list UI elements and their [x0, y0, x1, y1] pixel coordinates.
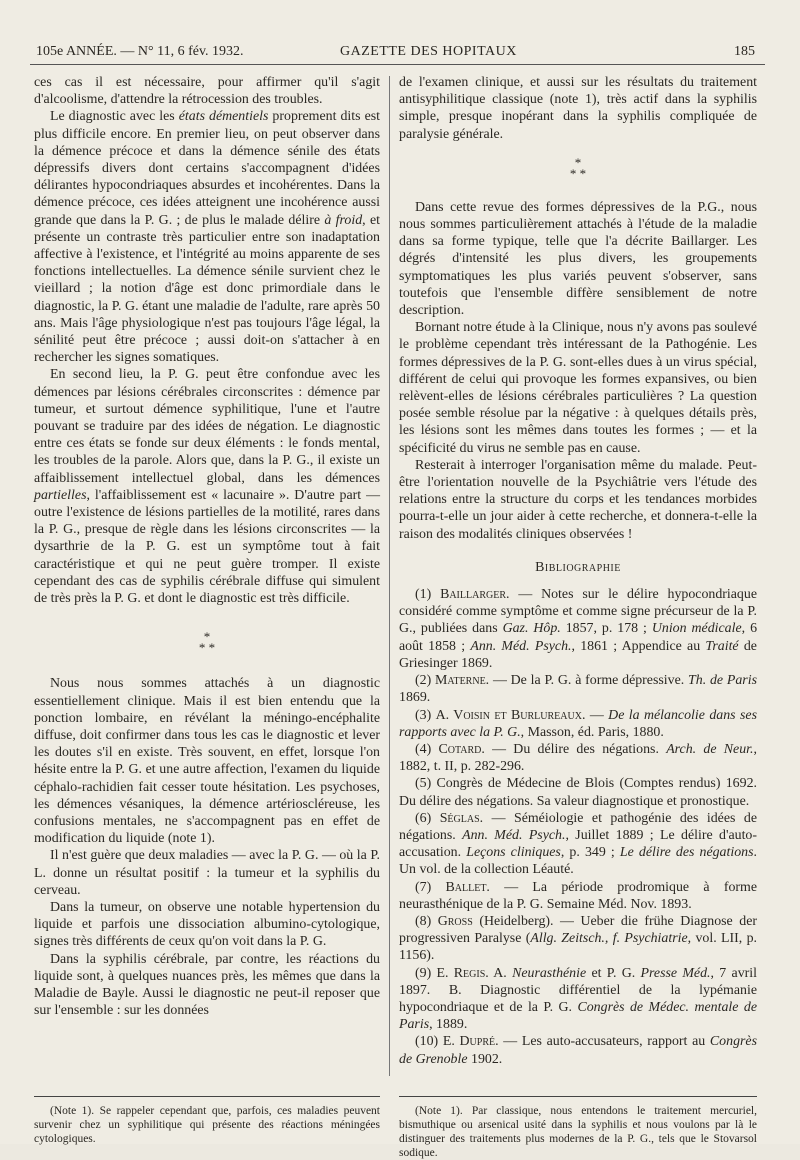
- paragraph: [34, 366, 380, 607]
- entry-text: , vol. LII, p. 1156).: [399, 931, 757, 964]
- entry-author: Baillarger.: [440, 587, 510, 603]
- entry-text: , 7 avril 1897. B. Diagnostic différentiel de la lypémanie hypocondriaque et de la P. G.: [399, 965, 758, 1015]
- entry-text: — Séméiologie et pathogénie des idées de négations.: [399, 810, 757, 843]
- bibliography-entry: [399, 775, 757, 809]
- entry-author: Cotard.: [438, 741, 485, 757]
- section-asterism: * * *: [569, 154, 587, 181]
- entry-text: . Un vol. de la collection Léauté.: [399, 845, 757, 878]
- entry-author: A. Voisin et Burlureaux.: [435, 707, 586, 723]
- entry-text: —: [585, 707, 609, 723]
- entry-text: 1902.: [467, 1051, 503, 1067]
- paragraph: Nous nous sommes attachés à un diagnostic essentiellement clinique. Mais il est bien entendu que la ponction lombaire, en révélant la méningo-encéphalite diffuse, doit confirmer dans tous les cas le diagnostic et lever les doutes s'il en existe. Très souvent, en effet, lorsque l'on hésite entre la P. G. et une autre affection, l'examen du liquide céphalo-rachidien fait cesser toute hésitation. Les psychoses, les démences vésaniques, la démence artérioscléreuse, les confusions mentales, ne s'accompagnent pas en effet de modification du liquide (note 1).: [34, 676, 380, 847]
- bibliography-entry: [399, 913, 757, 965]
- entry-text: et P. G.: [586, 965, 641, 981]
- page-number: 185: [734, 44, 755, 59]
- entry-text: Congrès de Médecine de Blois (Comptes rendus) 1692. Du délire des négations. Sa valeur diagnostique et pronostique.: [399, 776, 757, 809]
- entry-text: — Les auto-accusateurs, rapport au: [498, 1034, 710, 1050]
- text-run: , et présente un contraste très particulier entre son inadaptation affective à l'existence, et l'intégrité au moins apparente de ses fonctions intellectuelles. La démence sénile survient chez le vieillard ; la notion d'âge est donc primordiale dans le diagnostic, la P. G. étant une maladie de l'adulte, rare après 50 ans. Mais l'âge physiologique n'est pas toujours l'âge légal, la sénilité peut être précoce ; aussi doit-on s'attacher à en rechercher les signes somatiques.: [34, 212, 380, 366]
- entry-text: — La période prodromique à forme neurasthénique de la P. G. Semaine Méd. Nov. 1893.: [399, 879, 757, 912]
- paragraph: [34, 108, 380, 366]
- entry-text: , 1882, t. II, p. 282-296.: [399, 741, 757, 775]
- entry-text: de Griesinger 1869.: [399, 638, 757, 671]
- paragraph: ces cas il est nécessaire, pour affirmer qu'il s'agit d'alcoolisme, d'attendre la rétrocession des troubles.: [34, 75, 380, 108]
- bibliography-entry: [399, 741, 757, 775]
- bibliography-entry: [399, 810, 757, 879]
- text-run: En second lieu, la P. G. peut être confondue avec les démences par lésions cérébrales circonscrites : démence par tumeur, et surtout démence syphilitique, l'une et l'autre pouvant se traduire par des idées de négation. Le diagnostic entre ces états se fonde sur deux éléments : le fonds mental, les troubles de la parole. Alors que, dans la P. G., il existe un affaiblissement intellectuel global, dans les démences: [34, 367, 380, 486]
- paragraph: de l'examen clinique, et aussi sur les résultats du traitement antisyphilitique classique (note 1), très actif dans la syphilis simple, presque inopérant dans la syphilis compliquée de paralysie générale.: [399, 75, 757, 142]
- entry-text: — Notes sur le délire hypocondriaque considéré comme symptôme et comme signe précurseur de la P. G., publiées dans: [399, 587, 757, 637]
- entry-author: Gross: [437, 913, 473, 929]
- journal-title: GAZETTE DES HOPITAUX: [340, 44, 517, 59]
- entry-author: Séglas.: [439, 810, 484, 826]
- running-header: [30, 40, 765, 65]
- entry-title: Presse Méd.: [640, 965, 711, 981]
- entry-text: , 1861 ; Appendice au: [571, 638, 706, 654]
- entry-title: Neurasthénie: [512, 965, 587, 981]
- column-divider: [389, 76, 390, 1076]
- entry-title: Union médicale: [651, 621, 742, 637]
- footnote-rule-right: [399, 1096, 757, 1097]
- entry-title: Allg. Zeitsch., f. Psychiatrie: [530, 931, 688, 947]
- issue-info: 105e ANNÉE. — N° 11, 6 fév. 1932.: [36, 44, 244, 59]
- bibliography-entry: [399, 586, 757, 672]
- entry-number: (10): [415, 1034, 439, 1050]
- text-run: Le diagnostic avec les: [50, 109, 179, 125]
- paragraph: Resterait à interroger l'organisation même du malade. Peut-être l'orientation nouvelle de la Psychiâtrie vers l'étude des relations entre la structure du corps et les tendances morbides pourra-t-elle un jour aider à cette recherche, et donnera-t-elle la raison des modalités cliniques observées !: [399, 457, 757, 542]
- text-run: , l'affaiblissement est « lacunaire ». D'autre part — outre l'existence de lésions partielles de la motilité, rares dans la P. G., presque de règle dans les lésions circonscrites — la dysarthrie de la P. G. est un symptôme tout à fait caractéristique et qui ne peut guère tromper. Il existe cependant des cas de syphilis cérébrale diffuse qui simulent de très près la P. G. et dont le diagnostic est très difficile.: [34, 487, 380, 607]
- entry-author: Ballet.: [445, 879, 490, 895]
- footnote-text: (Note 1). Par classique, nous entendons le traitement mercuriel, bismuthique ou arsenical usité dans la syphilis et nous voulons par là le distinguer des traitements plus modernes de la P. G., tels que le Stovarsol sodique.: [399, 1105, 757, 1159]
- bibliography-entry: [399, 707, 757, 741]
- entry-title: Le délire des négations: [619, 845, 754, 861]
- entry-text: A.: [488, 965, 513, 981]
- bibliography-entry: [399, 879, 757, 913]
- entry-title: Arch. de Neur.: [666, 741, 754, 757]
- entry-title: Leçons cliniques: [466, 845, 561, 861]
- footnote-text: (Note 1). Se rappeler cependant que, parfois, ces maladies peuvent survenir chez un syphilitique qui présente des réactions méningées cytologiques.: [34, 1105, 380, 1145]
- entry-number: (8): [415, 913, 432, 929]
- entry-text: — De la P. G. à forme dépressive.: [489, 673, 689, 689]
- entry-title: Gaz. Hôp.: [502, 621, 561, 637]
- entry-number: (7): [415, 879, 432, 895]
- entry-text: (Heidelberg). — Ueber die frühe Diagnose der progressiven Paralyse (: [399, 913, 757, 947]
- entry-title: Ann. Méd. Psych.: [470, 638, 572, 654]
- entry-author: E. Regis.: [436, 965, 489, 981]
- section-asterism: * * *: [198, 629, 216, 656]
- entry-number: (6): [415, 810, 432, 826]
- bibliography-entry: [399, 1033, 757, 1067]
- entry-text: , Masson, éd. Paris, 1880.: [520, 724, 664, 740]
- bibliography-list: [399, 586, 757, 1068]
- paragraph: Dans la tumeur, on observe une notable hypertension du liquide et parfois une dissociation albumino-cytologique, signes très différents de ceux qu'on voit dans la P. G.: [34, 899, 380, 950]
- right-column: [399, 74, 757, 1068]
- entry-number: (2): [415, 673, 432, 689]
- entry-author: E. Dupré.: [442, 1034, 499, 1050]
- entry-number: (5): [415, 776, 432, 792]
- entry-text: — Du délire des négations.: [484, 741, 667, 757]
- footnote-rule-left: [34, 1096, 380, 1097]
- paragraph: Bornant notre étude à la Clinique, nous n'y avons pas soulevé le problème cependant très intéressant de la Pathogénie. Les formes dépressives de la P. G. sont-elles dues à un virus spécial, différent de celui qui provoque les formes expansives, ou bien relèvent-elles de lésions cérébrales particulières ? La question posée semble résolue par la négative : à quelques détails près, les lésions sont les mêmes dans toutes les formes ; — et la spécificité du virus ne semble pas en cause.: [399, 320, 757, 456]
- entry-text: , 6 août 1858 ;: [399, 621, 758, 654]
- entry-text: 1869.: [399, 690, 431, 706]
- text-run: proprement dits est plus difficile encore. En premier lieu, on peut observer dans la démence précoce et dans la démence sénile des états dépressifs divers dont certains s'accompagnent d'idées délirantes hypocondriaques absurdes et incohérentes. Dans la démence précoce, ces idées atteignent une incohérence aussi grande que dans la P. G. ; de plus le malade délire: [34, 109, 381, 228]
- bibliography-entry: [399, 672, 757, 706]
- paragraph: Dans cette revue des formes dépressives de la P.G., nous nous sommes particulièrement attachés à l'étude de la maladie dans sa forme typique, telle que l'a décrite Baillarger. Les dégrés d'intensité les plus divers, les groupements symptomatiques les plus variés peuvent s'observer, sans toutefois que l'ensemble diffère sensiblement de notre description.: [399, 199, 757, 319]
- footnote-right: [399, 1104, 757, 1160]
- entry-number: (1): [415, 587, 432, 603]
- entry-text: , Juillet 1889 ; Le délire d'auto-accusation.: [399, 827, 757, 861]
- entry-title: Congrès de Médec. mentale de Paris: [399, 999, 757, 1033]
- paragraph: Dans la syphilis cérébrale, par contre, les réactions du liquide sont, à quelques nuances près, les mêmes que dans la Maladie de Bayle. Aussi le diagnostic ne peut-il reposer que sur l'ensemble : sur les données: [34, 951, 380, 1019]
- entry-text: , p. 349 ;: [560, 845, 620, 861]
- emphasis: partielles: [34, 487, 87, 503]
- entry-title: Th. de Paris: [688, 673, 757, 689]
- emphasis: à froid: [324, 212, 363, 228]
- entry-title: Ann. Méd. Psych.: [462, 827, 566, 843]
- left-column: [34, 74, 380, 1019]
- entry-title: Traité: [705, 638, 739, 654]
- bibliography-title: Bibliographie: [535, 559, 621, 575]
- entry-number: (9): [415, 965, 432, 981]
- entry-number: (3): [415, 707, 432, 723]
- entry-title: De la mélancolie dans ses rapports avec la P. G.: [399, 707, 757, 740]
- footnote-left: [34, 1104, 380, 1146]
- entry-text: 1857, p. 178 ;: [560, 621, 652, 637]
- entry-number: (4): [415, 741, 432, 757]
- entry-author: Materne.: [435, 673, 490, 689]
- bibliography-entry: [399, 965, 757, 1034]
- emphasis: états démentiels: [178, 109, 269, 125]
- paragraph: Il n'est guère que deux maladies — avec la P. G. — où la P. L. donne un résultat positif : la tumeur et la syphilis du cerveau.: [34, 848, 380, 898]
- entry-title: Congrès de Grenoble: [399, 1034, 757, 1067]
- entry-text: , 1889.: [429, 1017, 468, 1033]
